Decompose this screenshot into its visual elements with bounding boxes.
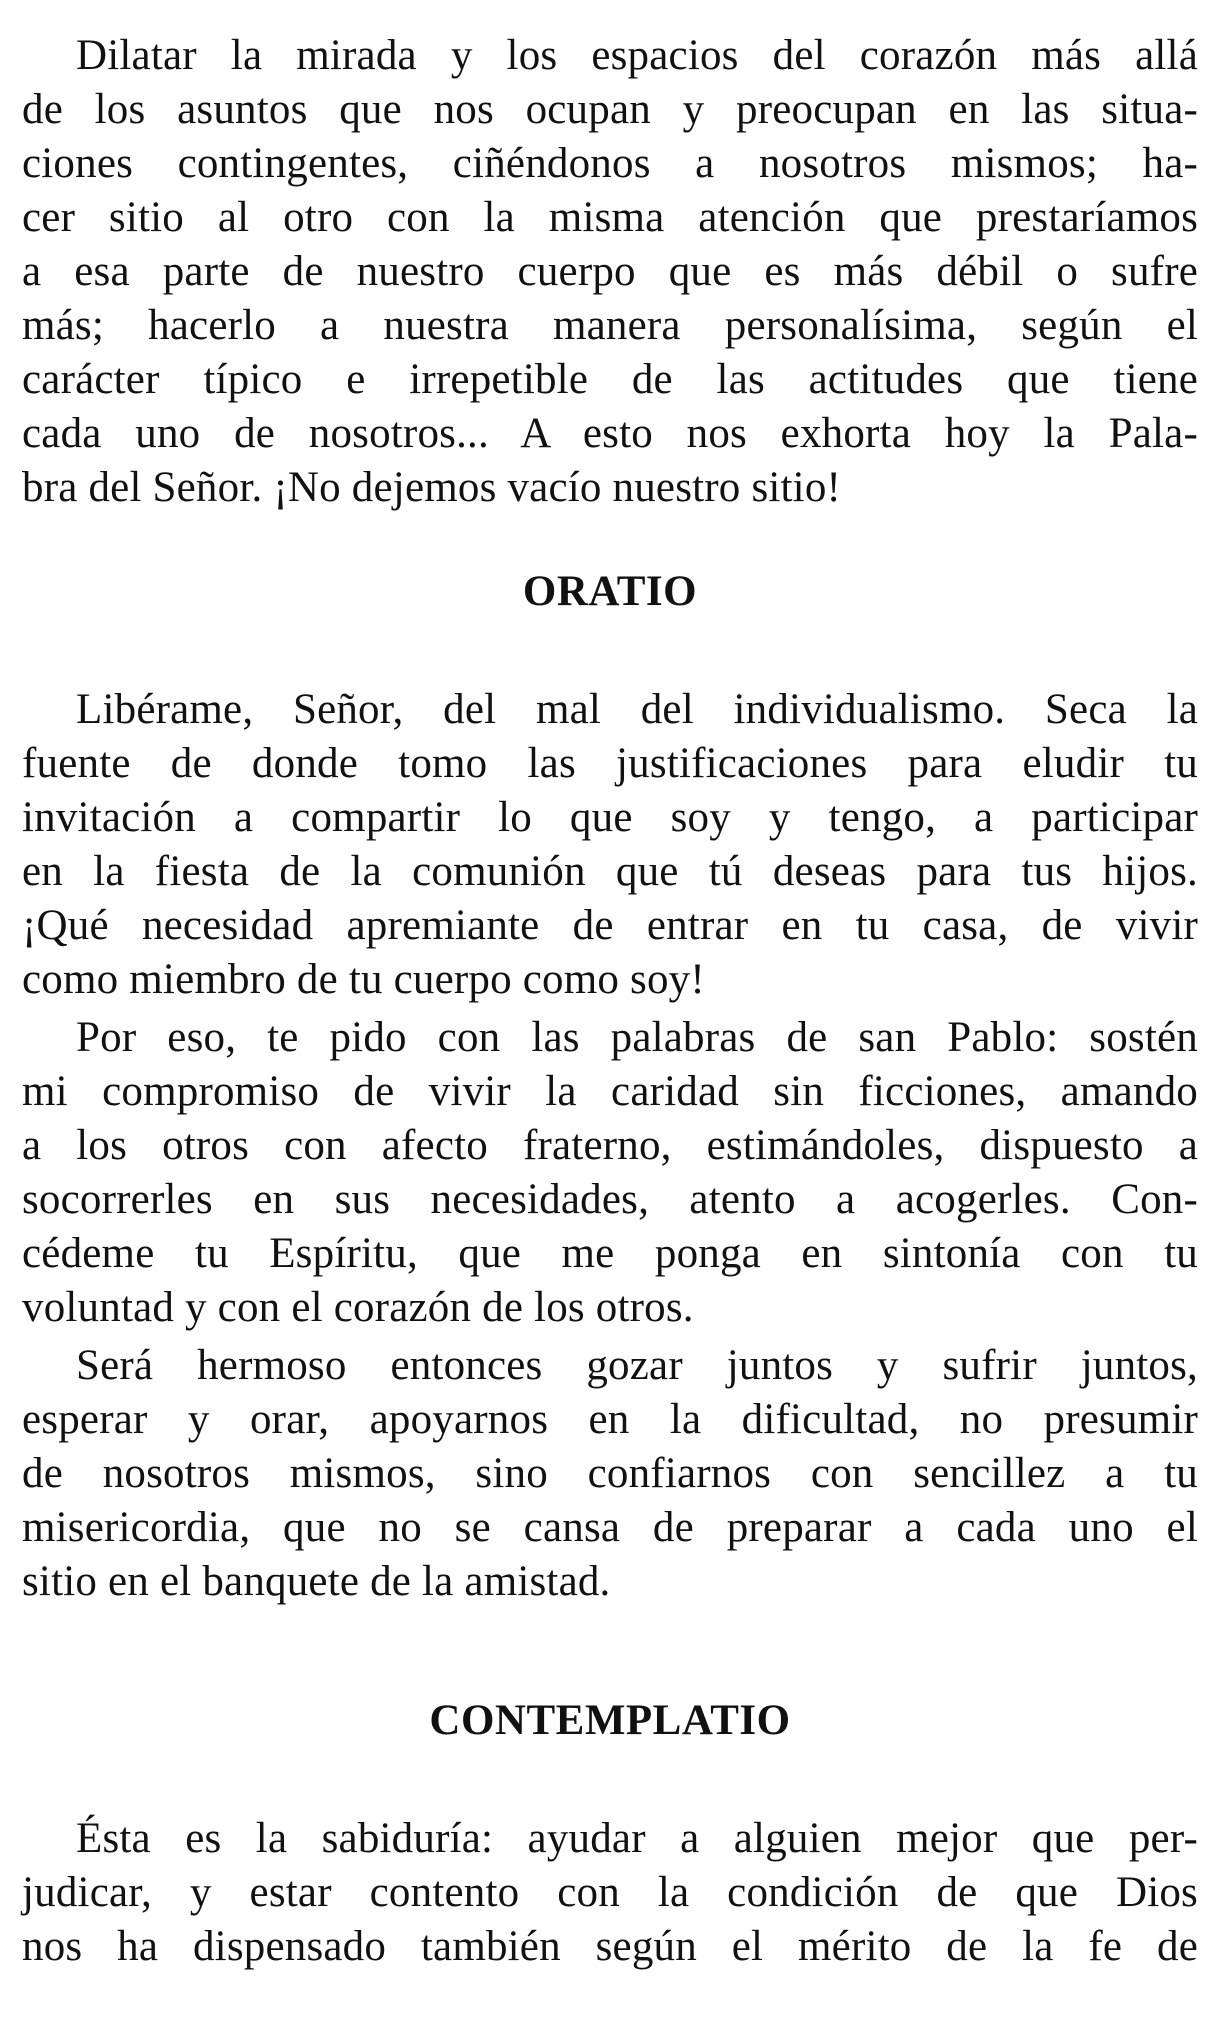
text-line: Libérame, Señor, del mal del individualismo. Seca la [76, 686, 1198, 733]
paragraph-5 [22, 1812, 1198, 1974]
text-line: Ésta es la sabiduría: ayudar a alguien mejor que per- [76, 1815, 1198, 1862]
text-line: bra del Señor. ¡No dejemos vacío nuestro sitio! [22, 464, 842, 511]
text-line: ciones contingentes, ciñéndonos a nosotros mismos; ha- [22, 140, 1198, 187]
text-line: carácter típico e irrepetible de las actitudes que tiene [22, 356, 1198, 403]
paragraph-3 [22, 1011, 1198, 1335]
text-line: socorrerles en sus necesidades, atento a acogerles. Con- [22, 1176, 1198, 1223]
text-line: nos ha dispensado también según el mérito de la fe de [22, 1923, 1198, 1970]
text-line: en la fiesta de la comunión que tú deseas para tus hijos. [22, 848, 1198, 895]
text-line: Por eso, te pido con las palabras de san Pablo: sostén [76, 1014, 1198, 1061]
text-line: de los asuntos que nos ocupan y preocupan en las situa- [22, 86, 1198, 133]
text-line: misericordia, que no se cansa de preparar a cada uno el [22, 1504, 1198, 1551]
text-line: voluntad y con el corazón de los otros. [22, 1284, 694, 1331]
text-line: Dilatar la mirada y los espacios del corazón más allá [76, 32, 1198, 79]
text-line: ¡Qué necesidad apremiante de entrar en tu casa, de vivir [22, 902, 1198, 949]
text-line: sitio en el banquete de la amistad. [22, 1558, 611, 1605]
text-line: cer sitio al otro con la misma atención que prestaríamos [22, 194, 1198, 241]
text-line: a los otros con afecto fraterno, estimándoles, dispuesto a [22, 1122, 1198, 1169]
paragraph-2 [22, 683, 1198, 1007]
text-line: esperar y orar, apoyarnos en la dificultad, no presumir [22, 1396, 1198, 1443]
text-line: Será hermoso entonces gozar juntos y sufrir juntos, [76, 1342, 1198, 1389]
text-line: mi compromiso de vivir la caridad sin ficciones, amando [22, 1068, 1198, 1115]
paragraph-1 [22, 29, 1198, 515]
text-line: fuente de donde tomo las justificaciones para eludir tu [22, 740, 1198, 787]
text-line: de nosotros mismos, sino confiarnos con sencillez a tu [22, 1450, 1198, 1497]
paragraph-4 [22, 1339, 1198, 1609]
text-line: cada uno de nosotros... A esto nos exhorta hoy la Pala- [22, 410, 1198, 457]
section-heading-oratio: ORATIO [522, 568, 698, 615]
text-line: más; hacerlo a nuestra manera personalísima, según el [22, 302, 1198, 349]
text-line: judicar, y estar contento con la condición de que Dios [22, 1869, 1198, 1916]
text-line: a esa parte de nuestro cuerpo que es más débil o sufre [22, 248, 1198, 295]
section-heading-contemplatio: CONTEMPLATIO [429, 1697, 791, 1744]
text-line: como miembro de tu cuerpo como soy! [22, 956, 705, 1003]
text-line: invitación a compartir lo que soy y tengo, a participar [22, 794, 1198, 841]
text-line: cédeme tu Espíritu, que me ponga en sintonía con tu [22, 1230, 1198, 1277]
